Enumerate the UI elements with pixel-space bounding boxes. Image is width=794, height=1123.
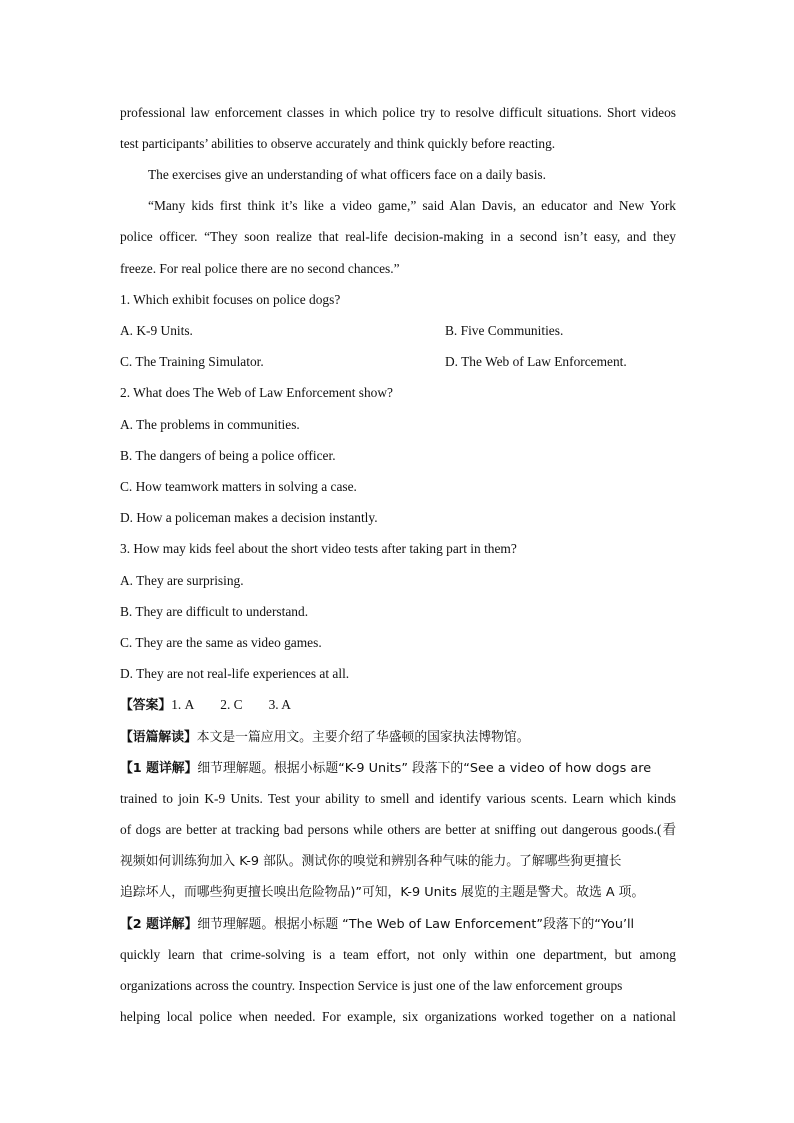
detail-1-text: 细节理解题。根据小标题“K-9 Units” 段落下的“See a video of how dogs are — [197, 761, 652, 776]
passage-line: The exercises give an understanding of what officers face on a daily basis. — [148, 167, 546, 182]
answer-1: 1. A — [171, 697, 195, 712]
passage-line: professional law enforcement classes in which police try to resolve difficult situations. Short videos — [120, 105, 676, 120]
question-3-option-d: D. They are not real-life experiences at all. — [120, 666, 350, 681]
answer-2: 2. C — [220, 697, 243, 712]
question-1-stem: 1. Which exhibit focuses on police dogs? — [120, 292, 341, 307]
question-3-option-b: B. They are difficult to understand. — [120, 604, 309, 619]
detail-2-line — [120, 915, 676, 934]
answer-3: 3. A — [268, 697, 291, 712]
answer-label: 【答案】 — [120, 698, 172, 713]
question-1-option-b: B. Five Communities. — [445, 323, 564, 338]
question-1-option-d: D. The Web of Law Enforcement. — [445, 354, 627, 369]
detail-2-line: helping local police when needed. For example, six organizations worked together on a national — [120, 1009, 676, 1024]
interpretation-label: 【语篇解读】 — [120, 730, 197, 745]
detail-1-line: 追踪坏人，而哪些狗更擅长嗅出危险物品)”可知，K-9 Units 展览的主题是警犬。故选 A 项。 — [120, 885, 645, 900]
question-2-option-a: A. The problems in communities. — [120, 417, 300, 432]
passage-line: test participants’ abilities to observe accurately and think quickly before reacting. — [120, 136, 556, 151]
detail-1-line: trained to join K-9 Units. Test your ability to smell and identify various scents. Learn which kinds — [120, 791, 676, 806]
interpretation-line — [120, 728, 676, 747]
answer-line — [120, 696, 676, 715]
question-1-option-c: C. The Training Simulator. — [120, 354, 264, 369]
question-1-option-a: A. K-9 Units. — [120, 323, 193, 338]
detail-1-line: of dogs are better at tracking bad persons while others are better at sniffing out dangerous goods.(看 — [120, 822, 676, 837]
question-2-option-c: C. How teamwork matters in solving a case. — [120, 479, 357, 494]
detail-1-line: 视频如何训练狗加入 K-9 部队。测试你的嗅觉和辨别各种气味的能力。了解哪些狗更擅长 — [120, 854, 622, 869]
detail-2-text: 细节理解题。根据小标题 “The Web of Law Enforcement”段落下的“You’ll — [197, 917, 635, 932]
question-3-stem: 3. How may kids feel about the short video tests after taking part in them? — [120, 541, 517, 556]
question-2-option-b: B. The dangers of being a police officer. — [120, 448, 336, 463]
passage-line: “Many kids first think it’s like a video game,” said Alan Davis, an educator and New York — [148, 198, 676, 213]
detail-1-label: 【1 题详解】 — [120, 761, 198, 776]
detail-1-line — [120, 759, 676, 778]
interpretation-text: 本文是一篇应用文。主要介绍了华盛顿的国家执法博物馆。 — [196, 730, 530, 745]
question-2-stem: 2. What does The Web of Law Enforcement show? — [120, 385, 393, 400]
passage-line: police officer. “They soon realize that real-life decision-making in a second isn’t easy, and they — [120, 229, 676, 244]
detail-2-label: 【2 题详解】 — [120, 917, 198, 932]
question-3-option-c: C. They are the same as video games. — [120, 635, 322, 650]
question-3-option-a: A. They are surprising. — [120, 573, 244, 588]
question-2-option-d: D. How a policeman makes a decision instantly. — [120, 510, 378, 525]
detail-2-line: organizations across the country. Inspection Service is just one of the law enforcement groups — [120, 978, 623, 993]
detail-2-line: quickly learn that crime-solving is a team effort, not only within one department, but among — [120, 947, 676, 962]
passage-line: freeze. For real police there are no second chances.” — [120, 261, 400, 276]
